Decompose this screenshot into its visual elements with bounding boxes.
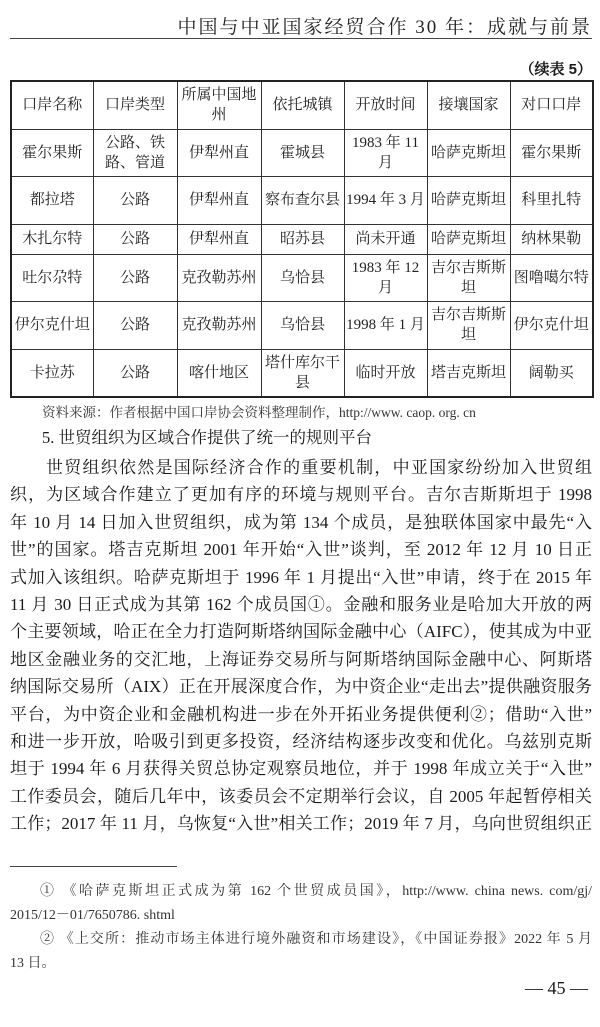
table-cell: 公路 <box>93 224 177 254</box>
body-line: 坦于 1994 年 6 月获得关贸总协定观察员地位，并于 1998 年成立关于“入世” <box>10 759 592 779</box>
table-cell: 伊犁州直 <box>177 224 261 254</box>
table-cell: 乌恰县 <box>261 254 344 301</box>
table-cell: 哈萨克斯坦 <box>427 129 510 176</box>
footnote-line: ① 《哈萨克斯坦正式成为第 162 个世贸成员国》，http://www. china news. com/gj/ <box>40 884 592 899</box>
table-cell: 哈萨克斯坦 <box>427 176 510 224</box>
table-cell: 察布查尔县 <box>261 176 344 224</box>
table-row <box>11 254 593 301</box>
body-line: 地区金融业务的交汇地，上海证券交易所与阿斯塔纳国际金融中心、阿斯塔 <box>10 649 592 669</box>
table-header-row <box>11 81 593 129</box>
table-row <box>11 129 593 176</box>
table-cell: 昭苏县 <box>261 224 344 254</box>
footnote-rule <box>10 866 177 867</box>
table-cell: 1998 年 1 月 <box>344 301 427 349</box>
table-cell: 塔什库尔干县 <box>261 349 344 397</box>
table-cell: 都拉塔 <box>11 176 93 224</box>
table-row <box>11 349 593 397</box>
table-cell: 霍城县 <box>261 129 344 176</box>
column-header: 开放时间 <box>344 81 427 129</box>
table-cell: 霍尔果斯 <box>11 129 93 176</box>
column-header: 对口口岸 <box>510 81 593 129</box>
ports-table <box>10 80 594 398</box>
table-cell: 公路 <box>93 176 177 224</box>
body-line: 纳国际交易所（AIX）正在开展深度合作，为中资企业“走出去”提供融资服务 <box>10 677 592 697</box>
table-cell: 乌恰县 <box>261 301 344 349</box>
table-cell: 公路 <box>93 254 177 301</box>
table-cell: 霍尔果斯 <box>510 129 593 176</box>
footnotes <box>10 880 592 976</box>
body-line: 和进一步开放，哈吸引到更多投资，经济结构逐步改变和优化。乌兹别克斯 <box>10 731 592 751</box>
body-line: 世贸组织依然是国际经济合作的重要机制，中亚国家纷纷加入世贸组 <box>46 458 592 477</box>
table-cell: 公路、铁路、管道 <box>93 129 177 176</box>
body-paragraph <box>10 454 592 837</box>
table-cell: 阔勒买 <box>510 349 593 397</box>
table-row <box>11 176 593 224</box>
table-cell: 哈萨克斯坦 <box>427 224 510 254</box>
table-cell: 伊尔克什坦 <box>510 301 593 349</box>
body-line: 平台，为中资企业和金融机构进一步在外开拓业务提供便利②；借助“入世” <box>10 704 592 724</box>
column-header: 口岸类型 <box>93 81 177 129</box>
table-cell: 克孜勒苏州 <box>177 301 261 349</box>
header-rule <box>10 38 592 39</box>
table-cell: 吐尔尕特 <box>11 254 93 301</box>
table-cell: 纳林果勒 <box>510 224 593 254</box>
body-line: 工作委员会，随后几年中，该委员会不定期举行会议，自 2005 年起暂停相关 <box>10 786 592 806</box>
body-line: 个主要领域，哈正在全力打造阿斯塔纳国际金融中心（AIFC），使其成为中亚 <box>10 622 592 642</box>
table-cell: 吉尔吉斯斯坦 <box>427 254 510 301</box>
table-cell: 1983 年 12 月 <box>344 254 427 301</box>
table-cell: 塔吉克斯坦 <box>427 349 510 397</box>
table-continued-label: （续表 5） <box>519 61 592 78</box>
column-header: 依托城镇 <box>261 81 344 129</box>
footnote-line: ② 《上交所：推动市场主体进行境外融资和市场建设》，《中国证券报》2022 年 5 月 <box>40 932 592 947</box>
table-cell: 卡拉苏 <box>11 349 93 397</box>
body-line: 工作；2017 年 11 月，乌恢复“入世”相关工作；2019 年 7 月，乌向世贸组织正 <box>10 814 592 834</box>
column-header: 接壤国家 <box>427 81 510 129</box>
table-cell: 1983 年 11 月 <box>344 129 427 176</box>
page-number: — 45 — <box>525 978 588 998</box>
table-cell: 伊尔克什坦 <box>11 301 93 349</box>
table-cell: 吉尔吉斯斯坦 <box>427 301 510 349</box>
section-heading: 5. 世贸组织为区域合作提供了统一的规则平台 <box>42 428 372 447</box>
footnote-line: 2015/12－01/7650786. shtml <box>10 908 175 923</box>
body-line: 年 10 月 14 日加入世贸组织，成为第 134 个成员，是独联体国家中最先“入 <box>10 512 592 532</box>
table-cell: 喀什地区 <box>177 349 261 397</box>
body-line: 世”的国家。塔吉克斯坦 2001 年开始“入世”谈判，至 2012 年 12 月 10 日正 <box>10 540 592 560</box>
table-cell: 公路 <box>93 349 177 397</box>
table-cell: 木扎尔特 <box>11 224 93 254</box>
table-row <box>11 224 593 254</box>
body-line: 式加入该组织。哈萨克斯坦于 1996 年 1 月提出“入世”申请，终于在 2015 年 <box>10 567 592 587</box>
table-cell: 科里扎特 <box>510 176 593 224</box>
table-cell: 伊犁州直 <box>177 176 261 224</box>
table-cell: 克孜勒苏州 <box>177 254 261 301</box>
footnote-line: 13 日。 <box>10 956 56 971</box>
body-line: 织，为区域合作建立了更加有序的环境与规则平台。吉尔吉斯斯坦于 1998 <box>10 485 592 505</box>
table-cell: 临时开放 <box>344 349 427 397</box>
table-cell: 尚未开通 <box>344 224 427 254</box>
table-cell: 公路 <box>93 301 177 349</box>
table-cell: 伊犁州直 <box>177 129 261 176</box>
body-line: 11 月 30 日正式成为其第 162 个成员国①。金融和服务业是哈加大开放的两 <box>10 594 592 614</box>
running-head: 中国与中亚国家经贸合作 30 年：成就与前景 <box>177 17 592 38</box>
table-row <box>11 301 593 349</box>
table-cell: 图噜噶尔特 <box>510 254 593 301</box>
column-header: 所属中国地州 <box>177 81 261 129</box>
column-header: 口岸名称 <box>11 81 93 129</box>
table-cell: 1994 年 3 月 <box>344 176 427 224</box>
table-source-note: 资料来源：作者根据中国口岸协会资料整理制作，http://www. caop. org. cn <box>42 405 476 420</box>
